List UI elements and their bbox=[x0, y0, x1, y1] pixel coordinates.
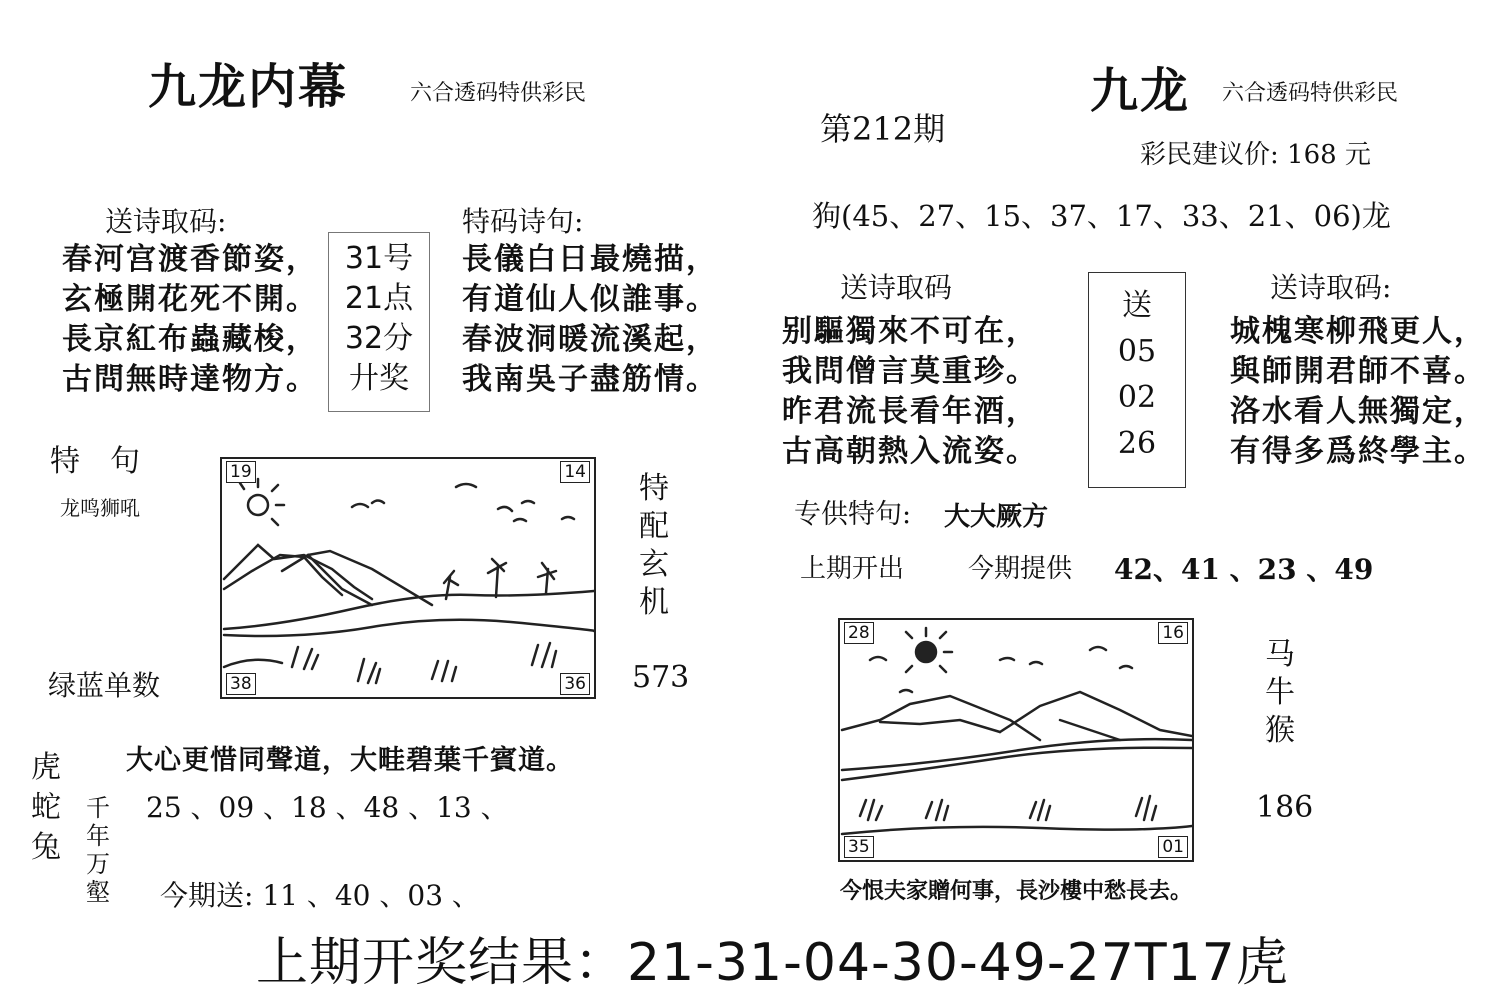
right-poem-b bbox=[1230, 312, 1486, 472]
today-send: 今期送: 11 、40 、03 、 bbox=[160, 879, 480, 912]
right-poem-header-a: 送诗取码 bbox=[840, 271, 953, 304]
poem-line: 有道仙人似誰事。 bbox=[462, 282, 718, 317]
corner-number: 16 bbox=[1158, 622, 1188, 644]
right-poem-header-b: 送诗取码: bbox=[1270, 271, 1392, 304]
vertical-char: 玄 bbox=[639, 547, 669, 582]
right-subtitle: 六合透码特供彩民 bbox=[1222, 81, 1399, 106]
poem-line: 古問無時達物方。 bbox=[62, 362, 318, 397]
left-poem-b bbox=[462, 240, 718, 400]
left-picture bbox=[220, 457, 596, 699]
last-result: 上期开奖结果：21-31-04-30-49-27T17虎 bbox=[256, 933, 1289, 993]
poem-line: 春波洞暖流溪起， bbox=[462, 322, 718, 357]
provide-numbers: 42、41 、23 、49 bbox=[1114, 553, 1374, 586]
numbers-row: 25 、09 、18 、48 、13 、 bbox=[146, 791, 509, 824]
left-title: 九龙内幕 bbox=[148, 59, 349, 115]
vertical-char: 万 bbox=[86, 850, 110, 878]
right-title: 九龙 bbox=[1090, 63, 1191, 119]
poem-line: 昨君流長看年酒， bbox=[782, 394, 1038, 429]
poem-line: 我問僧言莫重珍。 bbox=[782, 354, 1038, 389]
left-side-vertical bbox=[632, 470, 676, 622]
vertical-char: 马 bbox=[1265, 637, 1295, 672]
left-poem-header-a: 送诗取码: bbox=[105, 205, 227, 238]
corner-number: 36 bbox=[560, 673, 590, 695]
poem-line: 玄極開花死不開。 bbox=[62, 282, 318, 317]
left-number-box bbox=[328, 232, 430, 412]
issue-number: 第212期 bbox=[820, 110, 946, 148]
vertical-char: 机 bbox=[639, 585, 669, 620]
proverb: 大心更惜同聲道，大畦碧葉千賓道。 bbox=[126, 745, 574, 776]
corner-number: 35 bbox=[844, 836, 874, 858]
vertical-char: 配 bbox=[639, 509, 669, 544]
left-poem-header-b: 特码诗句: bbox=[462, 205, 584, 238]
right-poem-a bbox=[782, 312, 1038, 472]
vertical-char: 虎 bbox=[31, 750, 61, 785]
poem-line: 别驅獨來不可在， bbox=[782, 314, 1038, 349]
box-line: 廾奖 bbox=[349, 361, 409, 396]
right-picture bbox=[838, 618, 1194, 862]
poem-line: 春河宫渡香節姿， bbox=[62, 242, 318, 277]
right-caption: 今恨夫家贈何事，長沙樓中愁長去。 bbox=[840, 878, 1193, 904]
poem-line: 與師開君師不喜。 bbox=[1230, 354, 1486, 389]
box-line: 送 bbox=[1122, 288, 1152, 323]
lvlan-label: 绿蓝单数 bbox=[48, 669, 161, 702]
dog-dragon-numbers: 狗(45、27、15、37、17、33、21、06)龙 bbox=[812, 199, 1391, 233]
landscape-drawing bbox=[222, 459, 594, 697]
corner-number: 38 bbox=[226, 673, 256, 695]
te-ju-value: 龙鸣狮吼 bbox=[60, 496, 140, 520]
vertical-char: 牛 bbox=[1265, 675, 1295, 710]
vertical-char: 壑 bbox=[86, 878, 110, 906]
right-side-number: 186 bbox=[1256, 790, 1314, 825]
poem-line: 城槐寒柳飛更人， bbox=[1230, 314, 1486, 349]
special-label: 专供特句: bbox=[794, 499, 912, 530]
last-label: 上期开出 bbox=[800, 554, 905, 584]
price: 彩民建议价: 168 元 bbox=[1140, 140, 1371, 170]
box-line: 32分 bbox=[344, 321, 414, 356]
poem-line: 古高朝熱入流姿。 bbox=[782, 434, 1038, 469]
right-number-box bbox=[1088, 272, 1186, 488]
vertical-char: 年 bbox=[86, 822, 110, 850]
right-side-vertical bbox=[1258, 636, 1302, 750]
left-subtitle: 六合透码特供彩民 bbox=[410, 81, 587, 106]
corner-number: 01 bbox=[1158, 836, 1188, 858]
box-line: 31号 bbox=[344, 241, 414, 276]
box-line: 05 bbox=[1117, 334, 1157, 369]
box-line: 21点 bbox=[344, 281, 414, 316]
small-vertical bbox=[82, 794, 114, 906]
corner-number: 19 bbox=[226, 461, 256, 483]
vertical-char: 千 bbox=[86, 794, 110, 822]
box-line: 26 bbox=[1117, 426, 1157, 461]
corner-number: 14 bbox=[560, 461, 590, 483]
vertical-char: 蛇 bbox=[31, 790, 61, 825]
poem-line: 我南吳子盡筋情。 bbox=[462, 362, 718, 397]
vertical-char: 特 bbox=[639, 471, 669, 506]
corner-number: 28 bbox=[844, 622, 874, 644]
box-line: 02 bbox=[1117, 380, 1157, 415]
poem-line: 有得多爲終學主。 bbox=[1230, 434, 1486, 469]
provide-label: 今期提供 bbox=[968, 554, 1073, 584]
special-value: 大大厥方 bbox=[944, 502, 1049, 532]
poem-line: 長京紅布蟲藏梭， bbox=[62, 322, 318, 357]
landscape-drawing bbox=[840, 620, 1192, 860]
te-ju-label: 特 句 bbox=[50, 444, 140, 479]
left-side-number: 573 bbox=[632, 660, 690, 695]
vertical-char: 兔 bbox=[31, 830, 61, 865]
left-poem-a bbox=[62, 240, 318, 400]
poem-line: 洛水看人無獨定， bbox=[1230, 394, 1486, 429]
vertical-char: 猴 bbox=[1265, 713, 1295, 748]
zodiac-vertical bbox=[24, 748, 68, 868]
poem-line: 長儀白日最燒描， bbox=[462, 242, 718, 277]
